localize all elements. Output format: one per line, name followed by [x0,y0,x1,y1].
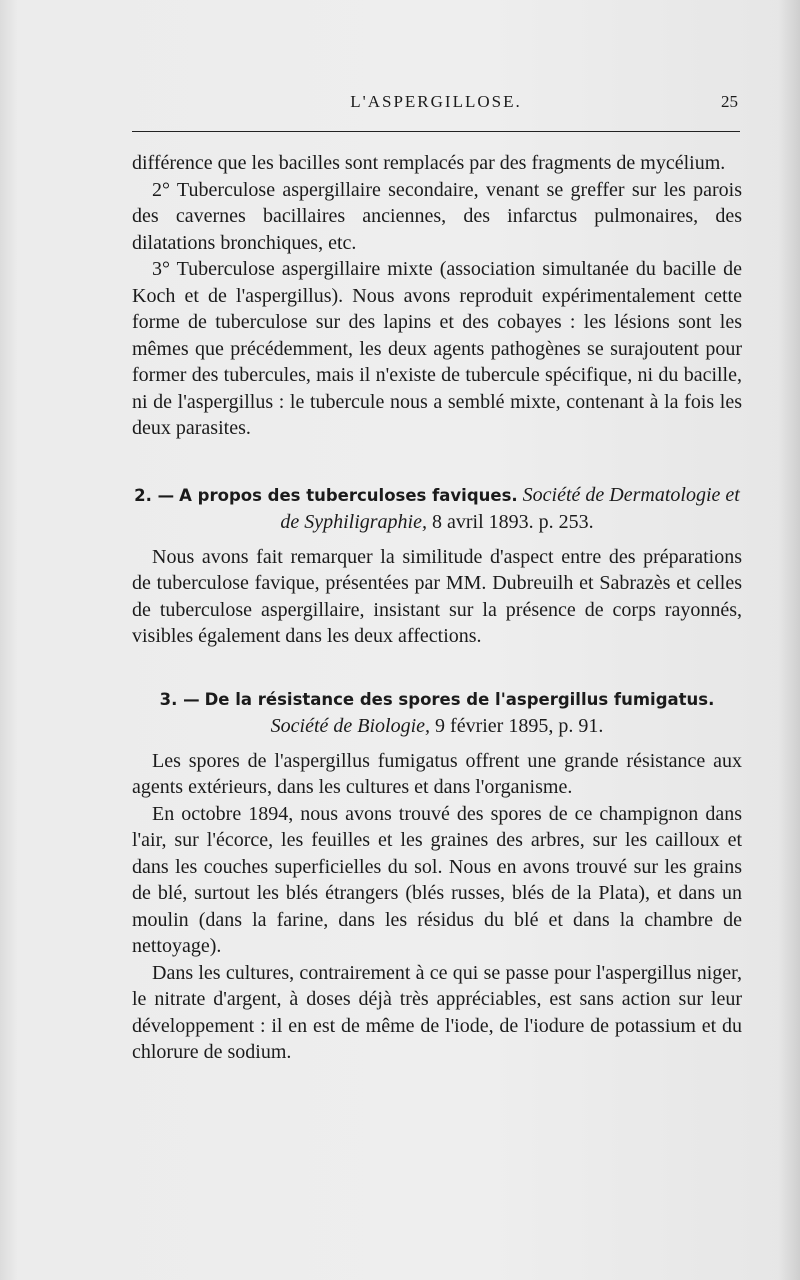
section-3-paragraph-3: Dans les cultures, contrairement à ce qui se passe pour l'aspergillus niger, le nitrate d'argent, à doses déjà très appréciables, est sans action sur leur développement : il en est de même de l'iode, de l'iodure de potassium et du chlorure de sodium. [132,961,742,1063]
page-header [132,92,740,120]
section-2-date: 8 avril 1893. p. 253. [431,511,594,533]
section-3-date: 9 février 1895, p. 91. [435,715,604,737]
item-3-paragraph: 3° Tuberculose aspergillaire mixte (association simultanée du bacille de Koch et de l'aspergillus). Nous avons reproduit expérimentalement cette forme de tuberculose sur des lapins et des cobayes : les lésions sont les mêmes que précédemment, les deux agents pathogènes se surajoutent pour former des tubercules, mais il n'existe de tubercule spécifique, ni du bacille, ni de l'aspergillus : le tubercule nous a semblé mixte, contenant à la fois les deux parasites. [132,258,742,439]
section-3-title: De la résistance des spores de l'aspergillus fumigatus. [204,689,715,709]
section-3-paragraph-1: Les spores de l'aspergillus fumigatus offrent une grande résistance aux agents extérieurs, dans les cultures et dans l'organisme. [132,749,742,798]
section-3-heading [132,686,742,740]
continuation-paragraph: différence que les bacilles sont remplacés par des fragments de mycélium. [132,152,726,174]
section-2-journal: Société de Dermatologie et de Syphiligraphie, [280,483,740,533]
page-number: 25 [721,92,738,111]
section-2-heading [132,482,742,536]
section-2-title: A propos des tuberculoses faviques. [179,485,518,505]
section-2-body: Nous avons fait remarquer la similitude d'aspect entre des préparations de tuberculose favique, présentées par MM. Dubreuilh et Sabrazès et celles de tuberculose aspergillaire, insistant sur la présence de corps rayonnés, visibles également dans les deux affections. [132,545,742,647]
header-rule [132,131,740,132]
section-3-paragraph-2: En octobre 1894, nous avons trouvé des spores de ce champignon dans l'air, sur l'écorce, les feuilles et les graines des arbres, sur les cailloux et dans les couches superficielles du sol. Nous en avons trouvé sur les grains de blé, surtout les blés étrangers (blés russes, blés de la Plata), et dans un moulin (dans la farine, dans les résidus du blé et dans la chambre de nettoyage). [132,802,742,957]
section-3-journal: Société de Biologie, [270,715,431,737]
page-edge-shadow [778,0,800,1280]
item-2-paragraph: 2° Tuberculose aspergillaire secondaire, venant se greffer sur les parois des cavernes bacillaires anciennes, des infarctus pulmonaires, des dilatations bronchiques, etc. [132,178,742,254]
body-text [132,150,742,1066]
running-title: L'ASPERGILLOSE. [350,92,522,111]
section-2-number: 2. — [134,485,175,505]
section-3-number: 3. — [159,689,200,709]
